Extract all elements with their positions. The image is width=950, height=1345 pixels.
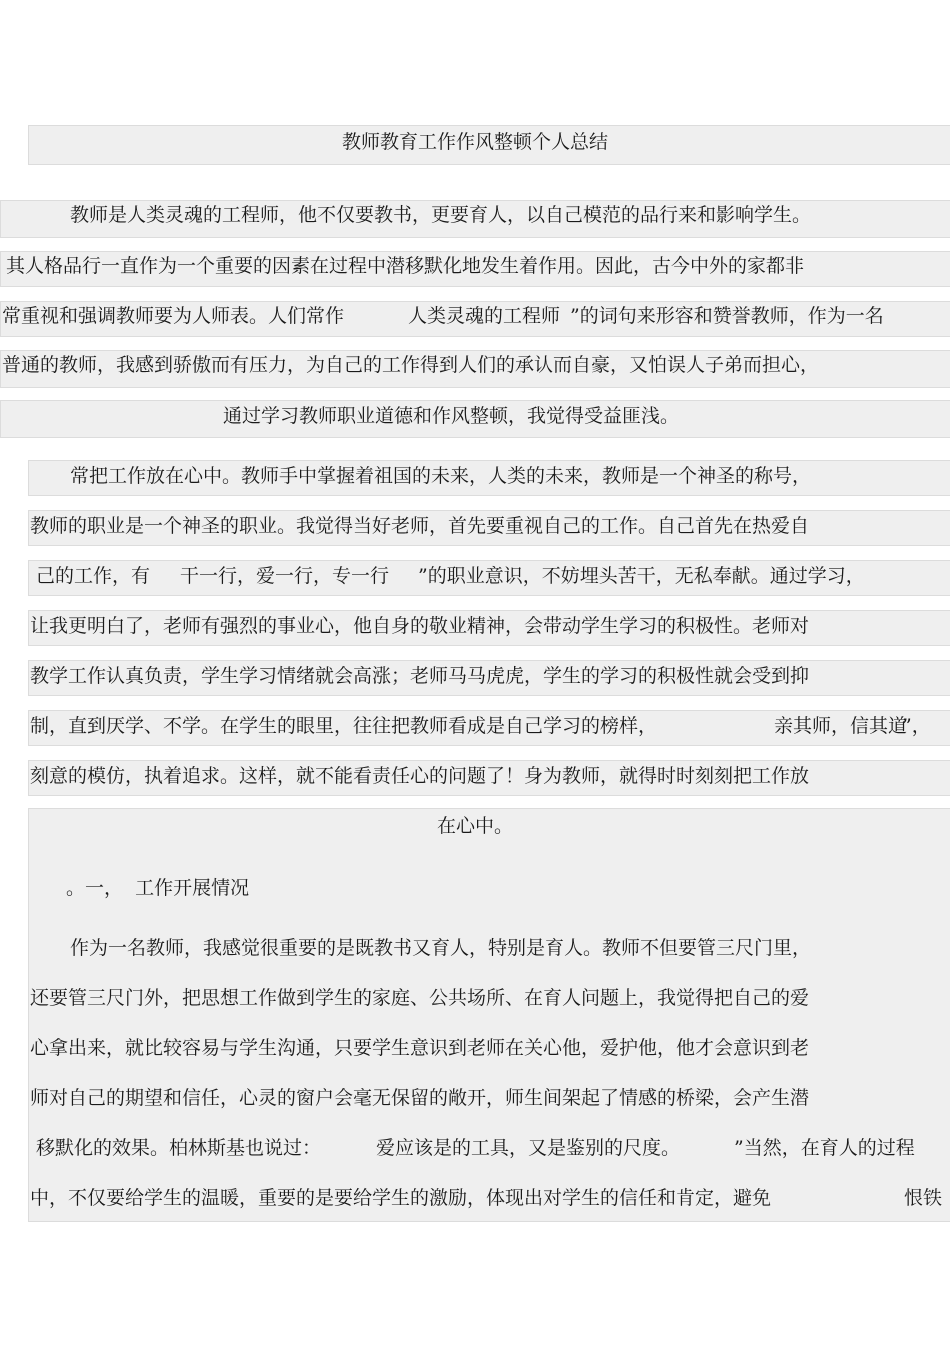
section-heading: 。一， 工作开展情况 xyxy=(66,877,250,899)
para2-line-3b: 干一行，爱一行，专一行 xyxy=(180,565,390,587)
para3-line-4: 师对自己的期望和信任，心灵的窗户会毫无保留的敞开，师生间架起了情感的桥梁，会产生潜 xyxy=(30,1087,810,1109)
para2-line-2: 教师的职业是一个神圣的职业。我觉得当好老师，首先要重视自己的工作。自己首先在热爱自 xyxy=(30,515,810,537)
para2-line-6c: ”， xyxy=(902,715,931,737)
para1-line-4: 普通的教师，我感到骄傲而有压力，为自己的工作得到人们的承认而自豪，又怕误人子弟而担心， xyxy=(2,354,820,376)
para2-line-6a: 制，直到厌学、不学。在学生的眼里，往往把教师看成是自己学习的榜样， xyxy=(30,715,658,737)
para2-line-7: 刻意的模仿，执着追求。这样，就不能看责任心的问题了！身为教师，就得时时刻刻把工作放 xyxy=(30,765,810,787)
para2-line-3c: ”的职业意识，不妨埋头苦干，无私奉献。通过学习， xyxy=(418,565,865,587)
para1-line-3c: ”的词句来形容和赞誉教师，作为一名 xyxy=(570,305,884,327)
para3-line-5b: 爱应该是的工具，又是鉴别的尺度。 xyxy=(376,1137,681,1159)
para1-line-5: 通过学习教师职业道德和作风整顿，我觉得受益匪浅。 xyxy=(222,405,679,427)
para2-line-1: 常把工作放在心中。教师手中掌握着祖国的未来，人类的未来，教师是一个神圣的称号， xyxy=(70,465,812,487)
para2-line-8: 在心中。 xyxy=(436,815,513,837)
para3-line-5a: 移默化的效果。柏林斯基也说过： xyxy=(36,1137,322,1159)
page-title: 教师教育工作作风整顿个人总结 xyxy=(341,131,608,153)
para1-line-1: 教师是人类灵魂的工程师，他不仅要教书，更要育人，以自己模范的品行来和影响学生。 xyxy=(70,204,812,226)
para2-line-6b: 亲其师，信其道 xyxy=(774,715,908,737)
para1-line-3a: 常重视和强调教师要为人师表。人们常作 xyxy=(2,305,345,327)
para3-line-5c: ”当然，在育人的过程 xyxy=(734,1137,915,1159)
para2-line-4: 让我更明白了，老师有强烈的事业心，他自身的敬业精神，会带动学生学习的积极性。老师对 xyxy=(30,615,810,637)
para1-line-2: 其人格品行一直作为一个重要的因素在过程中潜移默化地发生着作用。因此，古今中外的家都非 xyxy=(6,255,805,277)
para3-line-1: 作为一名教师，我感觉很重要的是既教书又育人，特别是育人。教师不但要管三尺门里， xyxy=(70,937,812,959)
para3-line-3: 心拿出来，就比较容易与学生沟通，只要学生意识到老师在关心他，爱护他，他才会意识到老 xyxy=(30,1037,810,1059)
para3-line-6a: 中，不仅要给学生的温暖，重要的是要给学生的激励，体现出对学生的信任和肯定，避免 xyxy=(30,1187,772,1209)
para2-line-3a: 己的工作，有 xyxy=(36,565,151,587)
para1-line-3b: 人类灵魂的工程师 xyxy=(408,305,561,327)
para2-line-5: 教学工作认真负责，学生学习情绪就会高涨；老师马马虎虎，学生的学习的积极性就会受到抑 xyxy=(30,665,810,687)
para3-line-6b: 恨铁 xyxy=(904,1187,943,1209)
para3-line-2: 还要管三尺门外，把思想工作做到学生的家庭、公共场所、在育人问题上，我觉得把自己的爱 xyxy=(30,987,810,1009)
